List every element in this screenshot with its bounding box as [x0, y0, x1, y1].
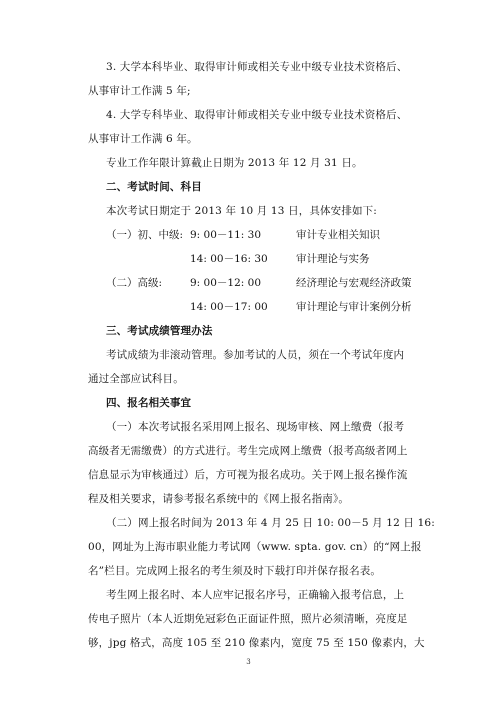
paragraph-line: （一）本次考试报名采用网上报名、现场审核、网上缴费（报考	[106, 421, 405, 433]
paragraph-line: 本次考试日期定于 2013 年 10 月 13 日，具体安排如下:	[106, 205, 377, 217]
schedule-subject: 审计理论与审计案例分析	[296, 301, 412, 313]
paragraph-line: （二）网上报名时间为 2013 年 4 月 25 日 10: 00－5 月 12 日 16:	[106, 517, 435, 529]
schedule-time: 14: 00－17: 00	[190, 301, 268, 313]
paragraph-line: 通过全部应试科目。	[88, 373, 184, 385]
paragraph-line: 00，网址为上海市职业能力考试网（www. spta. gov. cn）的“网上报	[88, 541, 422, 553]
schedule-subject: 审计专业相关知识	[296, 229, 380, 241]
paragraph-line: 信息显示为审核通过）后，方可视为报名成功。关于网上报名操作流	[88, 469, 408, 481]
section-heading: 二、考试时间、科目	[106, 181, 202, 193]
section-heading: 三、考试成绩管理办法	[106, 325, 213, 337]
paragraph-line: 从事审计工作满 5 年;	[88, 85, 191, 97]
section-heading: 四、报名相关事宜	[106, 397, 192, 409]
schedule-level: （一）初、中级:	[106, 229, 184, 241]
schedule-time: 14: 00－16: 30	[190, 253, 268, 265]
schedule-time: 9: 00－12: 00	[190, 277, 262, 289]
paragraph-line: 高级者无需缴费）的方式进行。考生完成网上缴费（报考高级者网上	[88, 445, 408, 457]
paragraph-line: 传电子照片（本人近期免冠彩色正面证件照，照片必须清晰，亮度足	[88, 613, 408, 625]
paragraph-line: 程及相关要求，请参考报名系统中的《网上报名指南》。	[88, 493, 349, 505]
paragraph-line: 从事审计工作满 6 年。	[88, 133, 198, 145]
paragraph-line: 考试成绩为非滚动管理。参加考试的人员，须在一个考试年度内	[106, 349, 405, 361]
schedule-subject: 经济理论与宏观经济政策	[296, 277, 412, 289]
paragraph-line: 4. 大学专科毕业、取得审计师或相关专业中级专业技术资格后、	[106, 109, 408, 121]
paragraph-line: 名”栏目。完成网上报名的考生须及时下载打印并保存报名表。	[88, 565, 382, 577]
schedule-subject: 审计理论与实务	[296, 253, 370, 265]
schedule-time: 9: 00－11: 30	[190, 229, 262, 241]
schedule-level: （二）高级:	[106, 277, 163, 289]
page-number: 3	[246, 658, 251, 666]
paragraph-line: 考生网上报名时、本人应牢记报名序号，正确输入报考信息，上	[106, 589, 405, 601]
paragraph-line: 专业工作年限计算截止日期为 2013 年 12 月 31 日。	[106, 157, 363, 169]
paragraph-line: 够，jpg 格式，高度 105 至 210 像素内，宽度 75 至 150 像素内，大	[88, 637, 425, 649]
paragraph-line: 3. 大学本科毕业、取得审计师或相关专业中级专业技术资格后、	[106, 61, 408, 73]
